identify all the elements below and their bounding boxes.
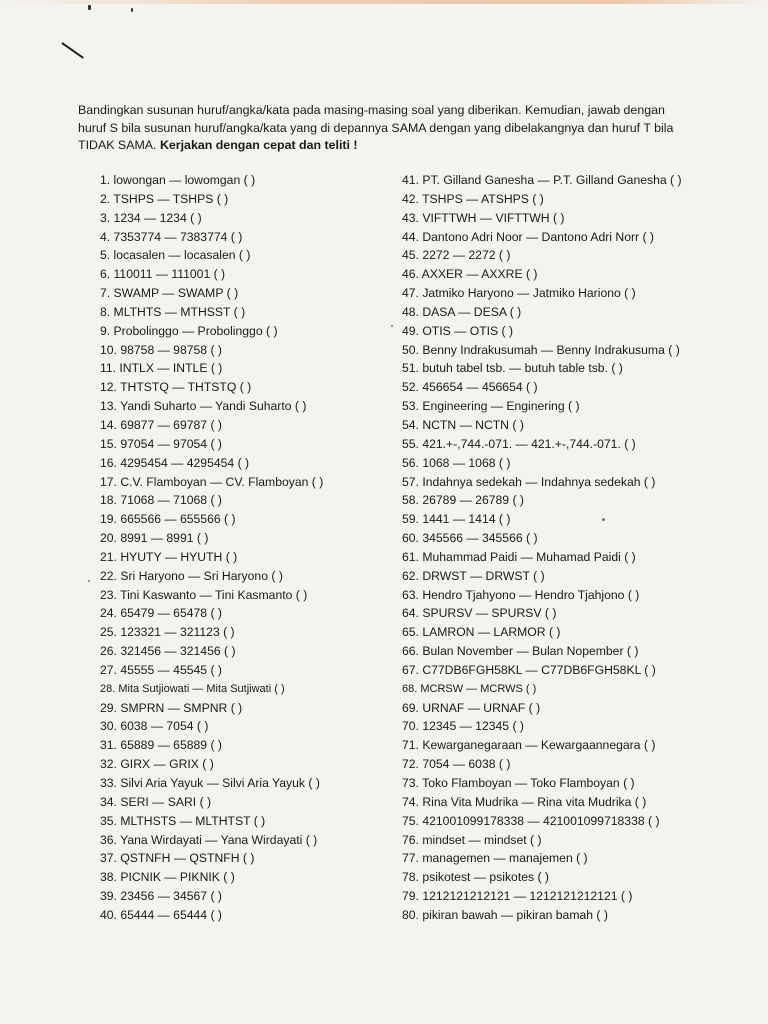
question-item: 11. INTLX — INTLE ( ) bbox=[100, 361, 223, 376]
question-item: 12. THTSTQ — THTSTQ ( ) bbox=[100, 380, 252, 395]
question-item: 64. SPURSV — SPURSV ( ) bbox=[402, 606, 557, 621]
question-item: 29. SMPRN — SMPNR ( ) bbox=[100, 700, 243, 715]
question-item: 41. PT. Gilland Ganesha — P.T. Gilland Ganesha ( ) bbox=[402, 173, 682, 187]
question-item: 7. SWAMP — SWAMP ( ) bbox=[100, 286, 239, 301]
question-item: 53. Engineering — Enginering ( ) bbox=[402, 399, 580, 414]
question-item: 75. 421001099178338 — 421001099718338 ( ) bbox=[402, 813, 660, 828]
question-item: 54. NCTN — NCTN ( ) bbox=[402, 417, 524, 432]
instructions-emphasis: Kerjakan dengan cepat dan teliti ! bbox=[159, 138, 358, 152]
question-item: 57. Indahnya sedekah — Indahnya sedekah ( ) bbox=[402, 474, 656, 489]
question-item: 62. DRWST — DRWST ( ) bbox=[402, 568, 545, 583]
instructions bbox=[78, 102, 688, 155]
question-item: 35. MLTHSTS — MLTHTST ( ) bbox=[100, 813, 266, 828]
paper-edge bbox=[0, 0, 768, 4]
question-item: 37. QSTNFH — QSTNFH ( ) bbox=[100, 851, 255, 866]
question-item: 56. 1068 — 1068 ( ) bbox=[402, 455, 511, 470]
question-item: 40. 65444 — 65444 ( ) bbox=[100, 907, 222, 922]
question-item: 27. 45555 — 45545 ( ) bbox=[100, 662, 222, 677]
question-item: 15. 97054 — 97054 ( ) bbox=[100, 436, 222, 451]
question-item: 68. MCRSW — MCRWS ( ) bbox=[402, 682, 537, 695]
question-item: 20. 8991 — 8991 ( ) bbox=[100, 531, 209, 546]
question-item: 71. Kewarganegaraan — Kewargaannegara ( ) bbox=[402, 738, 656, 753]
ink-speck bbox=[391, 325, 393, 327]
question-item: 1. lowongan — lowomgan ( ) bbox=[100, 173, 256, 187]
question-item: 48. DASA — DESA ( ) bbox=[402, 304, 522, 319]
question-item: 69. URNAF — URNAF ( ) bbox=[402, 700, 541, 715]
question-item: 13. Yandi Suharto — Yandi Suharto ( ) bbox=[100, 399, 307, 414]
question-item: 24. 65479 — 65478 ( ) bbox=[100, 606, 222, 621]
question-item: 76. mindset — mindset ( ) bbox=[402, 832, 542, 847]
question-item: 70. 12345 — 12345 ( ) bbox=[402, 719, 524, 734]
question-item: 5. locasalen — locasalen ( ) bbox=[100, 248, 251, 263]
question-item: 42. TSHPS — ATSHPS ( ) bbox=[402, 191, 544, 206]
question-item: 58. 26789 — 26789 ( ) bbox=[402, 493, 524, 508]
question-item: 8. MLTHTS — MTHSST ( ) bbox=[100, 304, 246, 319]
question-item: 2. TSHPS — TSHPS ( ) bbox=[100, 191, 229, 206]
ink-speck bbox=[88, 5, 91, 10]
question-item: 79. 1212121212121 — 1212121212121 ( ) bbox=[402, 889, 633, 904]
question-item: 61. Muhammad Paidi — Muhamad Paidi ( ) bbox=[402, 549, 636, 564]
question-item: 3. 1234 — 1234 ( ) bbox=[100, 210, 202, 225]
question-item: 72. 7054 — 6038 ( ) bbox=[402, 757, 511, 772]
question-item: 14. 69877 — 69787 ( ) bbox=[100, 417, 222, 432]
question-item: 32. GIRX — GRIX ( ) bbox=[100, 757, 214, 772]
ink-speck bbox=[88, 580, 90, 582]
question-item: 60. 345566 — 345566 ( ) bbox=[402, 531, 538, 546]
question-item: 17. C.V. Flamboyan — CV. Flamboyan ( ) bbox=[100, 474, 324, 489]
question-item: 59. 1441 — 1414 ( ) bbox=[402, 512, 511, 527]
question-item: 63. Hendro Tjahyono — Hendro Tjahjono ( ) bbox=[402, 587, 640, 602]
question-item: 44. Dantono Adri Noor — Dantono Adri Norr ( ) bbox=[402, 229, 654, 244]
question-column-right bbox=[402, 171, 732, 925]
question-item: 50. Benny Indrakusumah — Benny Indrakusuma ( ) bbox=[402, 342, 680, 357]
question-column-left bbox=[100, 171, 390, 925]
question-item: 51. butuh tabel tsb. — butuh table tsb. ( ) bbox=[402, 361, 623, 376]
question-item: 45. 2272 — 2272 ( ) bbox=[402, 248, 511, 263]
question-item: 31. 65889 — 65889 ( ) bbox=[100, 738, 222, 753]
question-item: 43. VIFTTWH — VIFTTWH ( ) bbox=[402, 210, 565, 225]
question-item: 49. OTIS — OTIS ( ) bbox=[402, 323, 514, 338]
question-item: 46. AXXER — AXXRE ( ) bbox=[402, 267, 538, 282]
question-item: 33. Silvi Aria Yayuk — Silvi Aria Yayuk ( ) bbox=[100, 776, 320, 790]
question-item: 25. 123321 — 321123 ( ) bbox=[100, 625, 235, 640]
question-item: 52. 456654 — 456654 ( ) bbox=[402, 380, 538, 395]
question-item: 6. 110011 — 111001 ( ) bbox=[100, 267, 226, 282]
question-item: 38. PICNIK — PIKNIK ( ) bbox=[100, 870, 235, 885]
question-item: 78. psikotest — psikotes ( ) bbox=[402, 870, 549, 885]
question-item: 65. LAMRON — LARMOR ( ) bbox=[402, 625, 561, 640]
ink-speck bbox=[131, 8, 133, 12]
question-item: 67. C77DB6FGH58KL — C77DB6FGH58KL ( ) bbox=[402, 662, 656, 677]
question-item: 39. 23456 — 34567 ( ) bbox=[100, 889, 222, 904]
question-item: 23. Tini Kaswanto — Tini Kasmanto ( ) bbox=[100, 587, 308, 602]
question-item: 22. Sri Haryono — Sri Haryono ( ) bbox=[100, 568, 283, 583]
question-item: 80. pikiran bawah — pikiran bamah ( ) bbox=[402, 907, 608, 922]
question-item: 4. 7353774 — 7383774 ( ) bbox=[100, 229, 243, 244]
question-item: 16. 4295454 — 4295454 ( ) bbox=[100, 455, 250, 470]
question-item: 73. Toko Flamboyan — Toko Flamboyan ( ) bbox=[402, 776, 635, 790]
pen-stroke-mark bbox=[61, 42, 83, 59]
question-item: 18. 71068 — 71068 ( ) bbox=[100, 493, 222, 508]
question-item: 28. Mita Sutjiowati — Mita Sutjiwati ( ) bbox=[100, 682, 285, 695]
question-item: 9. Probolinggo — Probolinggo ( ) bbox=[100, 323, 278, 338]
question-item: 55. 421.+-,744.-071. — 421.+-,744.-071. ( ) bbox=[402, 436, 636, 451]
instructions-text: Bandingkan susunan huruf/angka/kata pada masing-masing soal yang diberikan. Kemudian, jawab dengan huruf S bila susunan huruf/angka/kata yang di depannya SAMA dengan yang dibelakangnya dan huruf T bila TIDAK SAMA. bbox=[78, 103, 674, 152]
question-item: 47. Jatmiko Haryono — Jatmiko Hariono ( ) bbox=[402, 286, 636, 301]
question-item: 66. Bulan November — Bulan Nopember ( ) bbox=[402, 644, 639, 659]
question-item: 30. 6038 — 7054 ( ) bbox=[100, 719, 209, 734]
question-item: 21. HYUTY — HYUTH ( ) bbox=[100, 549, 238, 564]
question-item: 77. managemen — manajemen ( ) bbox=[402, 851, 588, 866]
question-item: 19. 665566 — 655566 ( ) bbox=[100, 512, 236, 527]
question-item: 34. SERI — SARI ( ) bbox=[100, 794, 212, 809]
question-item: 36. Yana Wirdayati — Yana Wirdayati ( ) bbox=[100, 832, 318, 847]
question-item: 10. 98758 — 98758 ( ) bbox=[100, 342, 222, 357]
question-item: 74. Rina Vita Mudrika — Rina vita Mudrika ( ) bbox=[402, 794, 647, 809]
question-item: 26. 321456 — 321456 ( ) bbox=[100, 644, 236, 659]
